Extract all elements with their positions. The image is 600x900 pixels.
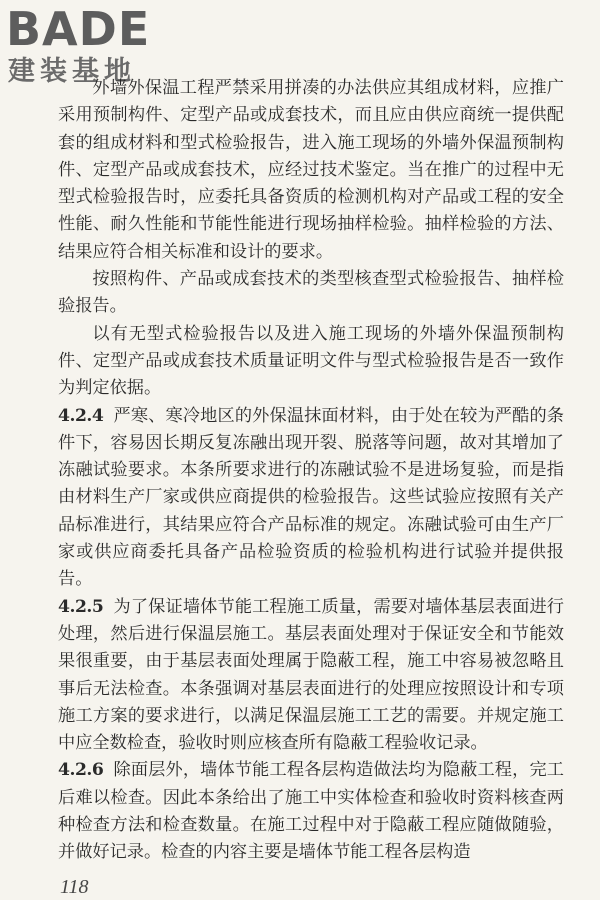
clause-paragraph: 4.2.4 严寒、寒冷地区的外保温抹面材料，由于处在较为严酷的条件下，容易因长期反复冻融出现开裂、脱落等问题，故对其增加了冻融试验要求。本条所要求进行的冻融试验不是进场复验，而是指由材料生产厂家或供应商提供的检验报告。这些试验应按照有关产品标准进行，其结果应符合产品标准的规定。冻融试验可由生产厂家或供应商委托具备产品检验资质的检验机构进行试验并提供报告。	[58, 405, 564, 590]
clause-number: 4.2.5	[58, 596, 104, 617]
clause-paragraph: 4.2.5 为了保证墙体节能工程施工质量，需要对墙体基层表面进行处理，然后进行保温层施工。基层表面处理对于保证安全和节能效果很重要，由于基层表面处理属于隐蔽工程，施工中容易被忽略且事后无法检查。本条强调对基层表面进行的处理应按照设计和专项施工方案的要求进行，以满足保温层施工工艺的需要。并规定施工中应全数检查，验收时则应核查所有隐蔽工程验收记录。	[58, 596, 564, 754]
paragraph: 按照构件、产品或成套技术的类型核查型式检验报告、抽样检验报告。	[58, 269, 564, 317]
clause-number: 4.2.6	[58, 760, 104, 781]
clause-number: 4.2.4	[58, 405, 104, 426]
clause-paragraph: 4.2.6 除面层外，墙体节能工程各层构造做法均为隐蔽工程，完工后难以检查。因此本条给出了施工中实体检查和验收时资料核查两种检查方法和检查数量。在施工过程中对于隐蔽工程应随做随验，并做好记录。检查的内容主要是墙体节能工程各层构造	[58, 760, 564, 863]
logo-main-text: BADE	[6, 2, 151, 56]
page-number: 118	[60, 876, 89, 898]
logo-sub-text: 建装基地	[8, 56, 136, 87]
document-body	[58, 75, 564, 867]
paragraph: 以有无型式检验报告以及进入施工现场的外墙外保温预制构件、定型产品或成套技术质量证明文件与型式检验报告是否一致作为判定依据。	[58, 323, 564, 399]
paragraph: 外墙外保温工程严禁采用拼凑的办法供应其组成材料，应推广采用预制构件、定型产品或成套技术，而且应由供应商统一提供配套的组成材料和型式检验报告，进入施工现场的外墙外保温预制构件、定型产品或成套技术，应经过技术鉴定。当在推广的过程中无型式检验报告时，应委托具备资质的检测机构对产品或工程的安全性能、耐久性能和节能性能进行现场抽样检验。抽样检验的方法、结果应符合相关标准和设计的要求。	[58, 78, 564, 262]
